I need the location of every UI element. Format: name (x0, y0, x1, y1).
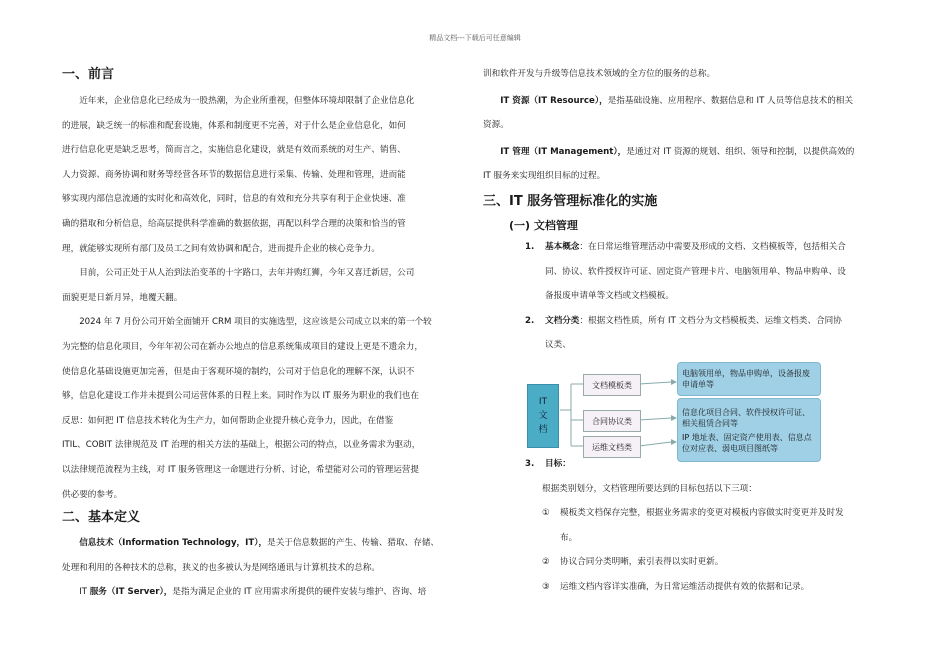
desc-label: IP 地址表、固定资产使用表、信息点位对应表、弱电项目图纸等 (682, 432, 812, 453)
text-line: 以法律规范流程为主线，对 IT 服务管理这一命题进行分析、讨论，希望能对公司的管理运营提 (62, 464, 419, 475)
goal-text: 模板类文档保存完整，根据业务需求的变更对模板内容做实时变更并及时发 (560, 508, 844, 519)
goal-text: 运维文档内容详实准确，为日常运维活动提供有效的依据和记录。 (560, 581, 810, 592)
preface-paragraph-1 (62, 89, 472, 261)
section-title-implementation: 三、IT 服务管理标准化的实施 (483, 193, 658, 209)
desc-label: 电脑领用单，物品申购单，设备报废申请单等 (682, 369, 810, 389)
preface-paragraph-2 (62, 261, 472, 310)
term: 服务（IT Server）， (89, 587, 173, 598)
text-line: 目前，公司正处于从人治到法治变革的十字路口，去年并购红狮，今年又喜迁新居，公司 (79, 268, 415, 279)
list-item (525, 452, 885, 477)
text-line: 备报废申请单等文档或文档模板。 (545, 291, 674, 302)
right-column-lower (525, 452, 885, 600)
diagram-category-templates (583, 374, 641, 396)
subsection-title-doc-mgmt: (一) 文档管理 (509, 218, 578, 232)
goal-text: 协议合同分类明晰，索引表得以实时更新。 (560, 557, 724, 568)
preface-paragraph-3 (62, 310, 472, 507)
text-line: 供必要的参考。 (62, 489, 123, 500)
text: 是通过对 IT 资源的规划、组织、领导和控制，以提供高效的 (626, 146, 855, 157)
goal-marker: ① (542, 508, 550, 519)
goals-list (542, 501, 885, 599)
doc-list (525, 235, 883, 358)
text-line: 够实现内部信息流通的实时化和高效化，同时，信息的有效和充分共享有利于企业快速、准 (62, 194, 406, 205)
section-title-definitions: 二、基本定义 (62, 510, 141, 526)
text-line: 布。 (560, 532, 578, 543)
definition-it-management (483, 140, 883, 165)
section-title-preface: 一、前言 (62, 67, 115, 82)
definition-it-server (62, 580, 472, 605)
term: 文档分类 (545, 315, 580, 326)
text: IT (79, 587, 90, 598)
text-line: 近年来，企业信息化已经成为一股热潮，为企业所重视，但整体环境却限制了企业信息化 (79, 96, 415, 106)
text-line: ITIL、COBIT 法律规范及 IT 治理的相关方法的基础上，根据公司的特点，以业务需求为驱动， (62, 440, 421, 451)
text-line: 理，就能够实现所有部门及员工之间有效协调和配合，进而提升企业的核心竞争力。 (62, 243, 380, 254)
category-label: 运维文档类 (592, 442, 632, 452)
term: 基本概念 (545, 241, 580, 252)
text-line: 进行信息化更是缺乏思考，简而言之，实施信息化建设，就是有效而系统的对生产、销售、 (62, 145, 406, 156)
text-line: 同、协议、软件授权许可证、固定资产管理卡片、电脑领用单、物品申购单、设 (545, 266, 846, 277)
text-line: 反思：如何把 IT 信息技术转化为生产力，如何帮助企业提升核心竞争力，因此，在借鉴 (62, 415, 394, 426)
diagram-desc-templates (677, 362, 821, 396)
term: IT 管理（IT Management）， (500, 146, 627, 157)
list-text (545, 309, 842, 334)
text-line: 人力资源、商务协调和财务等经营各环节的数据信息进行采集、传输、处理和管理，进而能 (62, 169, 406, 180)
text: ：在日常运维管理活动中需要及形成的文档、文档模板等，包括相关合 (579, 241, 846, 252)
text-line: 确的猎取和分析信息，给高层提供科学准确的数据依据，再配以科学合理的决策和恰当的管 (62, 218, 406, 229)
text-line: 根据类别划分，文档管理所要达到的目标包括以下三项： (542, 483, 757, 494)
text-line: IT 服务来实现组织目标的过程。 (483, 171, 606, 182)
text: 是指为满足企业的 IT 应用需求所提供的硬件安装与维护、咨询、培 (172, 587, 427, 598)
doc-classification-diagram (523, 360, 823, 464)
list-number: 2. (525, 315, 535, 326)
text-line: 够，信息化建设工作并未提到公司运营体系的日程上来。同时作为以 IT 服务为职业的我们也在 (62, 391, 419, 402)
text-line: 训和软件开发与升级等信息技术领域的全方位的服务的总称。 (483, 69, 716, 79)
goal-marker: ③ (542, 581, 550, 592)
text-line: 的进展，缺乏统一的标准和配套设施，体系和制度更不完善，对于什么是企业信息化，如何 (62, 120, 406, 131)
page-header: 精品文档---下载后可任意编辑 (429, 34, 521, 42)
list-number: 3. (525, 459, 535, 469)
left-column (62, 66, 472, 605)
goal-marker: ② (542, 557, 550, 568)
text-line: 议类、 (545, 340, 571, 351)
category-label: 合同协议类 (592, 416, 632, 426)
goal-item (542, 550, 885, 575)
goal-item (542, 501, 885, 526)
text-line: 处理和利用的各种技术的总称，狭义的也多被认为是网络通讯与计算机技术的总称。 (62, 562, 380, 573)
text: 是指基础设施、应用程序、数据信息和 IT 人员等信息技术的相关 (607, 95, 853, 106)
text-line: 使信息化基础设施更加完善，但是由于客观环境的制约，公司对于信息化的理解不深，认识不 (62, 366, 415, 377)
list-item (525, 309, 883, 334)
root-label: IT 文 档 (538, 397, 548, 435)
right-column (483, 62, 883, 358)
text-line: 2024 年 7 月份公司开始全面铺开 CRM 项目的实施选型，这应该是公司成立以来的第一个较 (79, 317, 432, 328)
diagram-root-node (527, 384, 559, 448)
desc-label: 信息化项目合同、软件授权许可证、相关租赁合同等 (682, 407, 810, 428)
definition-it (62, 531, 472, 556)
term: 信息技术（Information Technology，IT）， (79, 538, 268, 549)
text-line: 资源。 (483, 120, 509, 131)
text: ：根据文档性质，所有 IT 文档分为文档模板类、运维文档类、合同协 (579, 315, 842, 326)
term: 目标： (545, 459, 571, 469)
text: 是关于信息数据的产生、传输、猎取、存储、 (267, 538, 439, 549)
diagram-category-contracts (583, 410, 641, 432)
text-line: 面貌更是日新月异，地覆天翻。 (62, 292, 183, 303)
definition-it-resource (483, 89, 883, 114)
list-item (525, 235, 883, 260)
goal-item (542, 575, 885, 600)
list-number: 1. (525, 241, 535, 252)
list-text (545, 235, 846, 260)
text-line: 为完整的信息化项目，今年年初公司在新办公地点的信息系统集成项目的建设上更是不遗余力， (62, 341, 423, 352)
term: IT 资源（IT Resource）， (500, 95, 608, 106)
category-label: 文档模板类 (592, 380, 632, 390)
